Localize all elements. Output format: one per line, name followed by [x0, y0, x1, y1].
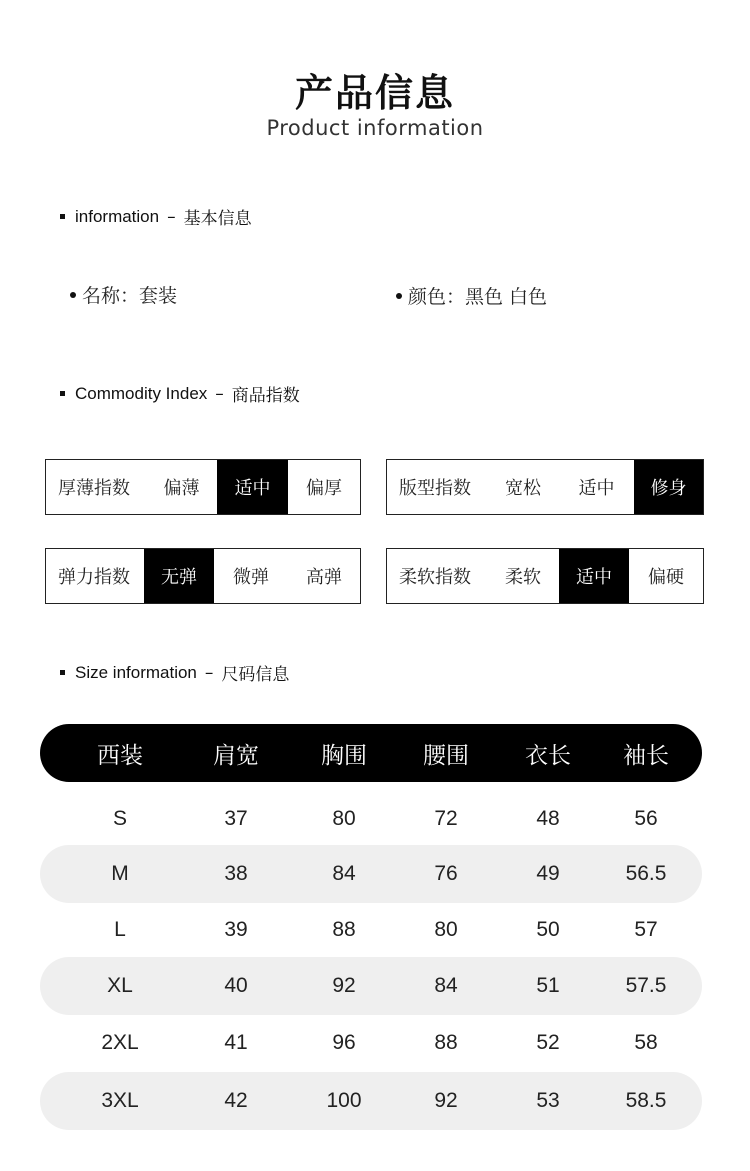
table-cell: 48 [536, 807, 560, 830]
table-cell: 56.5 [625, 862, 667, 885]
page-title: 产品信息 [294, 71, 455, 115]
table-cell: 88 [434, 1031, 458, 1054]
table-cell: 42 [224, 1089, 248, 1112]
commodity-index-heading: Commodity Index – 商品指数 [60, 381, 300, 406]
index-option-selected: 适中 [559, 549, 629, 603]
table-row [40, 845, 702, 903]
table-row [40, 1014, 702, 1072]
table-cell: 50 [536, 918, 560, 941]
index-option-selected: 适中 [217, 460, 288, 514]
table-cell: 84 [332, 862, 356, 885]
table-cell: 39 [224, 918, 248, 941]
index-name: 柔软指数 [399, 567, 471, 588]
size-column-header: 肩宽 [213, 742, 259, 769]
table-cell: 100 [326, 1089, 362, 1112]
table-row [40, 957, 702, 1015]
table-row [40, 790, 702, 848]
table-cell: 2XL [101, 1031, 139, 1054]
table-cell: 84 [434, 974, 458, 997]
index-option: 高弹 [306, 567, 342, 588]
page-subtitle: Product information [266, 116, 484, 140]
index-option: 宽松 [505, 478, 541, 499]
bullet-square-icon [60, 391, 65, 396]
index-option-selected: 修身 [634, 460, 703, 514]
index-box-1 [45, 459, 361, 515]
table-cell: 72 [434, 807, 458, 830]
table-cell: XL [107, 974, 133, 997]
table-cell: 88 [332, 918, 356, 941]
table-cell: 53 [536, 1089, 560, 1112]
table-cell: 92 [434, 1089, 458, 1112]
bullet-square-icon [60, 214, 65, 219]
bullet-dot-icon [70, 292, 76, 298]
index-box-3 [45, 548, 361, 604]
basic-item-name: 名称：套装 [70, 281, 177, 308]
index-option: 偏厚 [306, 478, 342, 499]
table-cell: 92 [332, 974, 356, 997]
table-cell: L [114, 918, 126, 941]
size-column-header: 胸围 [321, 742, 367, 769]
table-cell: 52 [536, 1031, 560, 1054]
bullet-dot-icon [396, 293, 402, 299]
basic-item-color: 颜色：黑色 白色 [396, 282, 547, 309]
table-cell: 37 [224, 807, 248, 830]
index-box-4 [386, 548, 704, 604]
size-column-header: 袖长 [623, 742, 669, 769]
size-info-heading: Size information – 尺码信息 [60, 660, 289, 685]
size-column-header: 西装 [97, 742, 143, 769]
size-column-header: 腰围 [423, 742, 469, 769]
index-name: 厚薄指数 [58, 478, 130, 499]
table-cell: 3XL [101, 1089, 139, 1112]
table-cell: S [112, 807, 128, 830]
table-cell: 58 [634, 1031, 658, 1054]
table-cell: 49 [536, 862, 560, 885]
table-cell: 96 [332, 1031, 356, 1054]
size-table-header [40, 724, 702, 782]
bullet-square-icon [60, 670, 65, 675]
table-cell: M [111, 862, 129, 885]
table-cell: 76 [434, 862, 458, 885]
size-column-header: 衣长 [525, 742, 571, 769]
table-row [40, 1072, 702, 1130]
index-option: 柔软 [505, 567, 541, 588]
index-box-2 [386, 459, 704, 515]
index-option-selected: 无弹 [144, 549, 214, 603]
table-cell: 80 [434, 918, 458, 941]
table-row [40, 901, 702, 959]
table-cell: 41 [224, 1031, 248, 1054]
table-cell: 80 [332, 807, 356, 830]
table-cell: 57.5 [625, 974, 667, 997]
basic-info-heading: information – 基本信息 [60, 204, 252, 229]
table-cell: 40 [224, 974, 248, 997]
table-cell: 51 [536, 974, 560, 997]
index-name: 版型指数 [399, 478, 471, 499]
index-option: 适中 [578, 478, 615, 499]
index-option: 微弹 [233, 567, 269, 588]
table-cell: 58.5 [625, 1089, 667, 1112]
index-option: 偏薄 [163, 478, 200, 499]
table-cell: 57 [634, 918, 658, 941]
index-option: 偏硬 [648, 567, 684, 588]
index-name: 弹力指数 [58, 567, 130, 588]
table-cell: 38 [224, 862, 248, 885]
table-cell: 56 [634, 807, 658, 830]
